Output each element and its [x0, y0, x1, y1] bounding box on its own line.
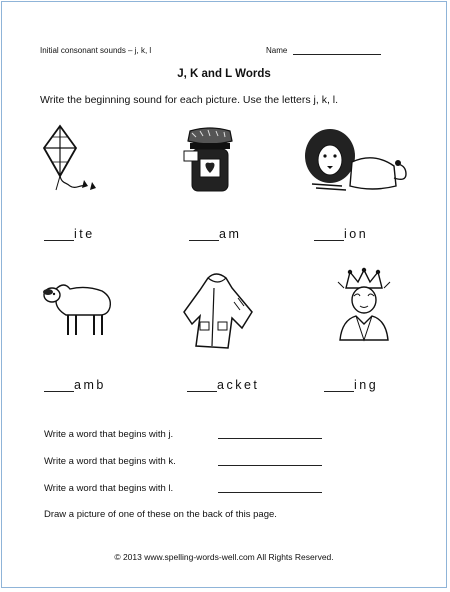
- prompt-k-label: Write a word that begins with k.: [44, 456, 176, 467]
- name-label: Name: [266, 46, 288, 55]
- jacket-icon: [182, 272, 262, 352]
- prompt-l-label: Write a word that begins with l.: [44, 483, 174, 494]
- draw-instruction: Draw a picture of one of these on the back of this page.: [44, 509, 277, 520]
- blank-item-jacket[interactable]: acket: [187, 378, 259, 392]
- name-line: [293, 46, 381, 55]
- name-field: [266, 46, 381, 55]
- king-icon: [332, 268, 398, 344]
- subject-label: Initial consonant sounds – j, k, l: [40, 46, 152, 55]
- blank-item-kite[interactable]: ite: [44, 227, 95, 241]
- blank-item-king[interactable]: ing: [324, 378, 378, 392]
- prompt-j-label: Write a word that begins with j.: [44, 429, 174, 440]
- blank-item-lamb[interactable]: amb: [44, 378, 106, 392]
- prompt-l-line[interactable]: [218, 481, 322, 493]
- prompt-j-line[interactable]: [218, 427, 322, 439]
- prompt-k-line[interactable]: [218, 454, 322, 466]
- blank-item-lion[interactable]: ion: [314, 227, 368, 241]
- blank-item-jam[interactable]: am: [189, 227, 241, 241]
- lion-icon: [302, 126, 412, 206]
- prompt-k-row: [44, 456, 176, 467]
- lamb-icon: [40, 279, 118, 339]
- page-title: J, K and L Words: [177, 68, 271, 80]
- worksheet-page: [1, 1, 447, 588]
- instructions: Write the beginning sound for each picture. Use the letters j, k, l.: [40, 94, 339, 106]
- prompt-j-row: [44, 429, 173, 440]
- copyright-footer: © 2013 www.spelling-words-well.com All Rights Reserved.: [114, 552, 334, 562]
- kite-icon: [40, 120, 110, 200]
- jam-jar-icon: [180, 127, 240, 195]
- prompt-l-row: [44, 483, 173, 494]
